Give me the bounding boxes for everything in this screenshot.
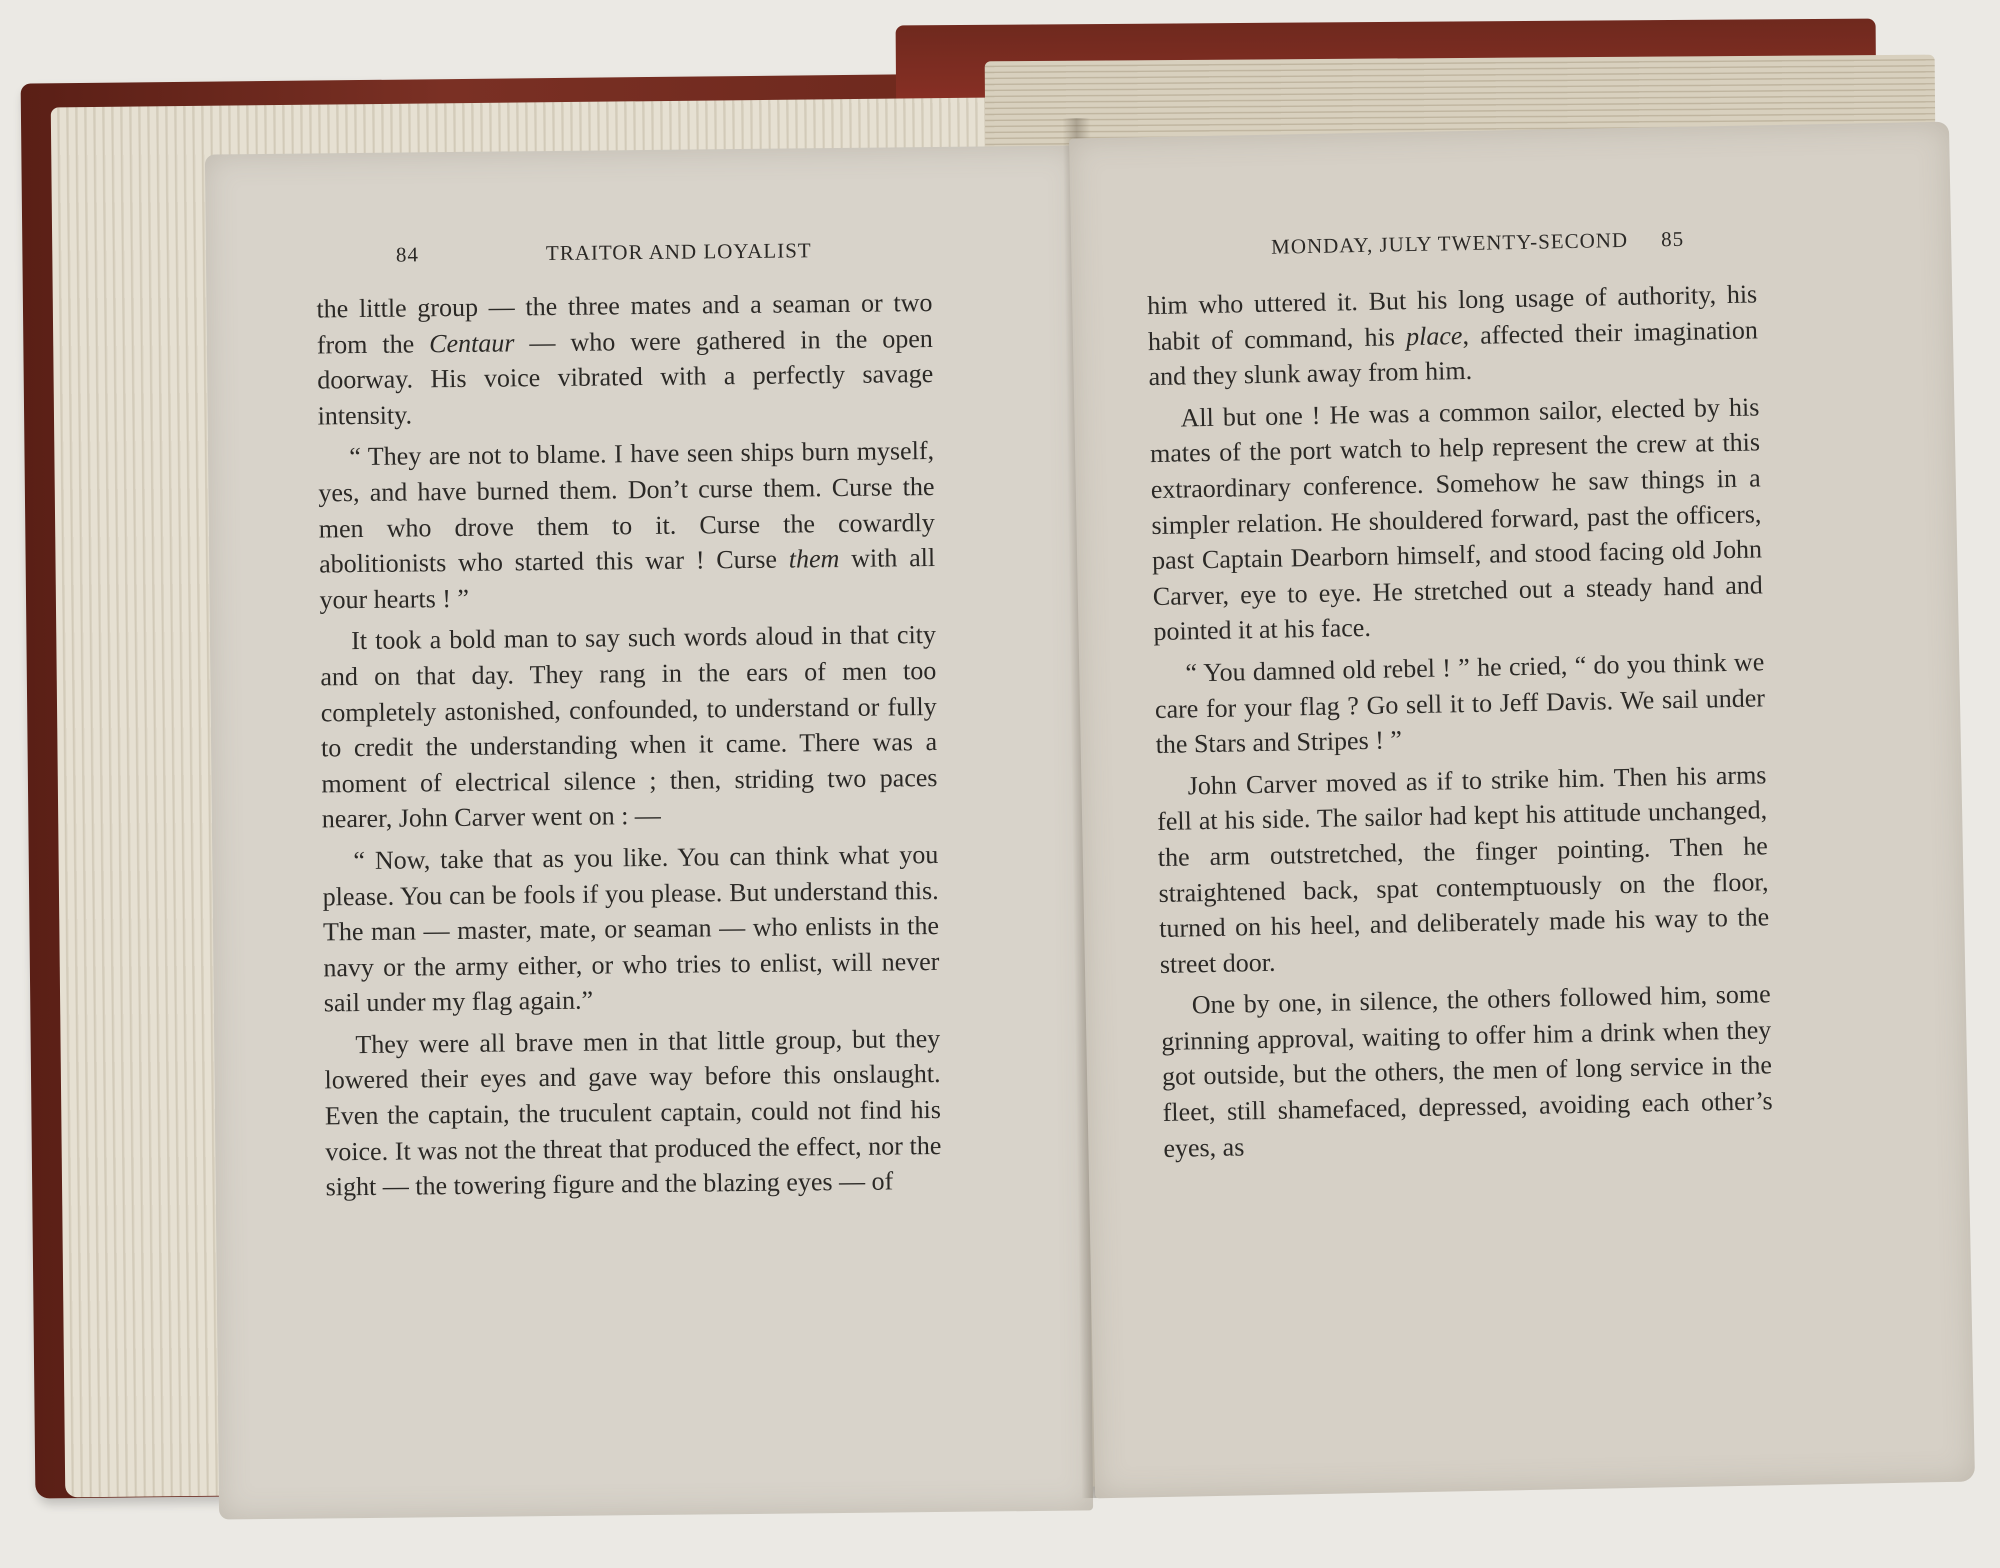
paragraph [1160,977,1773,1167]
text-run: All but one ! He was a common sailor, elected by his mates of the port watch to help represent the crew at this extraordinary conference. Somehow he saw things in a simpler relation. He shouldered forward, past the officers, past Captain Dearborn himself, and stood facing old John Carver, eye to eye. He stretched out a steady hand and pointed it at his face. [1149,392,1763,647]
right-page-header [1071,222,1951,259]
italic-text: Centaur [429,327,515,358]
paragraph [1154,644,1766,762]
page-body-text [1147,276,1774,1166]
text-run: One by one, in silence, the others followed him, some grinning approval, waiting to offer him a drink when they got outside, but the others, the men of long service in the fleet, still shamefaced, depressed, avoiding each other’s eyes, as [1161,979,1773,1163]
paragraph [318,433,936,617]
text-run: John Carver moved as if to strike him. Then his arms fell at his side. The sailor had kept his attitude unchanged, the arm outstretched, the finger pointing. Then he straightened back, spat contemptuously on the floor, turned on his heel, and deliberately made his way to the street door. [1156,760,1770,979]
text-run: They were all brave men in that little group, but they lowered their eyes and gave way before this onslaught. Even the captain, the truculent captain, could not find his voice. It was not the threat that produced the effect, nor the sight — the towering figure and the blazing eyes — of [324,1023,942,1202]
paragraph [316,285,933,434]
text-run: — who were gathered in the open doorway. His voice vibrated with a perfectly savage intensity. [317,323,934,431]
running-head: MONDAY, JULY TWENTY-SECOND [1270,227,1629,259]
right-page [1069,122,1975,1499]
paragraph [1149,389,1764,650]
text-run: “ Now, take that as you like. You can think what you please. You can be fools if you please. But understand this. The man — master, mate, or seaman — who enlists in the navy or the army either, or who tries to enlist, will never sail under my flag again.” [322,839,940,1018]
page-number: 84 [395,242,420,267]
paragraph [1156,757,1770,982]
page-number: 85 [1660,226,1685,252]
text-run: “ They are not to blame. I have seen ships burn myself, yes, and have burned them. Don’t curse them. Curse the men who drove them to it. Curse the cowardly abolitionists who started this war ! Curse [318,436,935,579]
text-run: “ You damned old rebel ! ” he cried, “ do you think we care for your flag ? Go sell it to Jeff Davis. We sail under the Stars and Stripes ! ” [1154,647,1766,760]
running-head: TRAITOR AND LOYALIST [545,238,812,266]
text-run: with all your hearts ! ” [319,543,936,615]
italic-text: them [788,544,840,574]
text-run: , affected their imagination and they slunk away from him. [1148,314,1759,392]
left-page [205,145,1093,1519]
italic-text: place [1405,320,1463,351]
page-body-text [316,285,942,1205]
left-page-header [206,235,1080,267]
text-run: the little group — the three mates and a seaman or two from the [316,288,933,360]
paragraph [320,617,938,837]
text-run: him who uttered it. But his long usage of authority, his habit of command, his [1146,279,1758,356]
paragraph [324,1021,942,1205]
text-run: It took a bold man to say such words aloud in that city and on that day. They rang in the ears of men too completely astonished, confounded, to understand or fully to credit the understanding when it came. There was a moment of electrical silence ; then, striding two paces nearer, John Carver went on : — [320,620,938,834]
paragraph [1147,276,1759,394]
paragraph [322,837,940,1021]
